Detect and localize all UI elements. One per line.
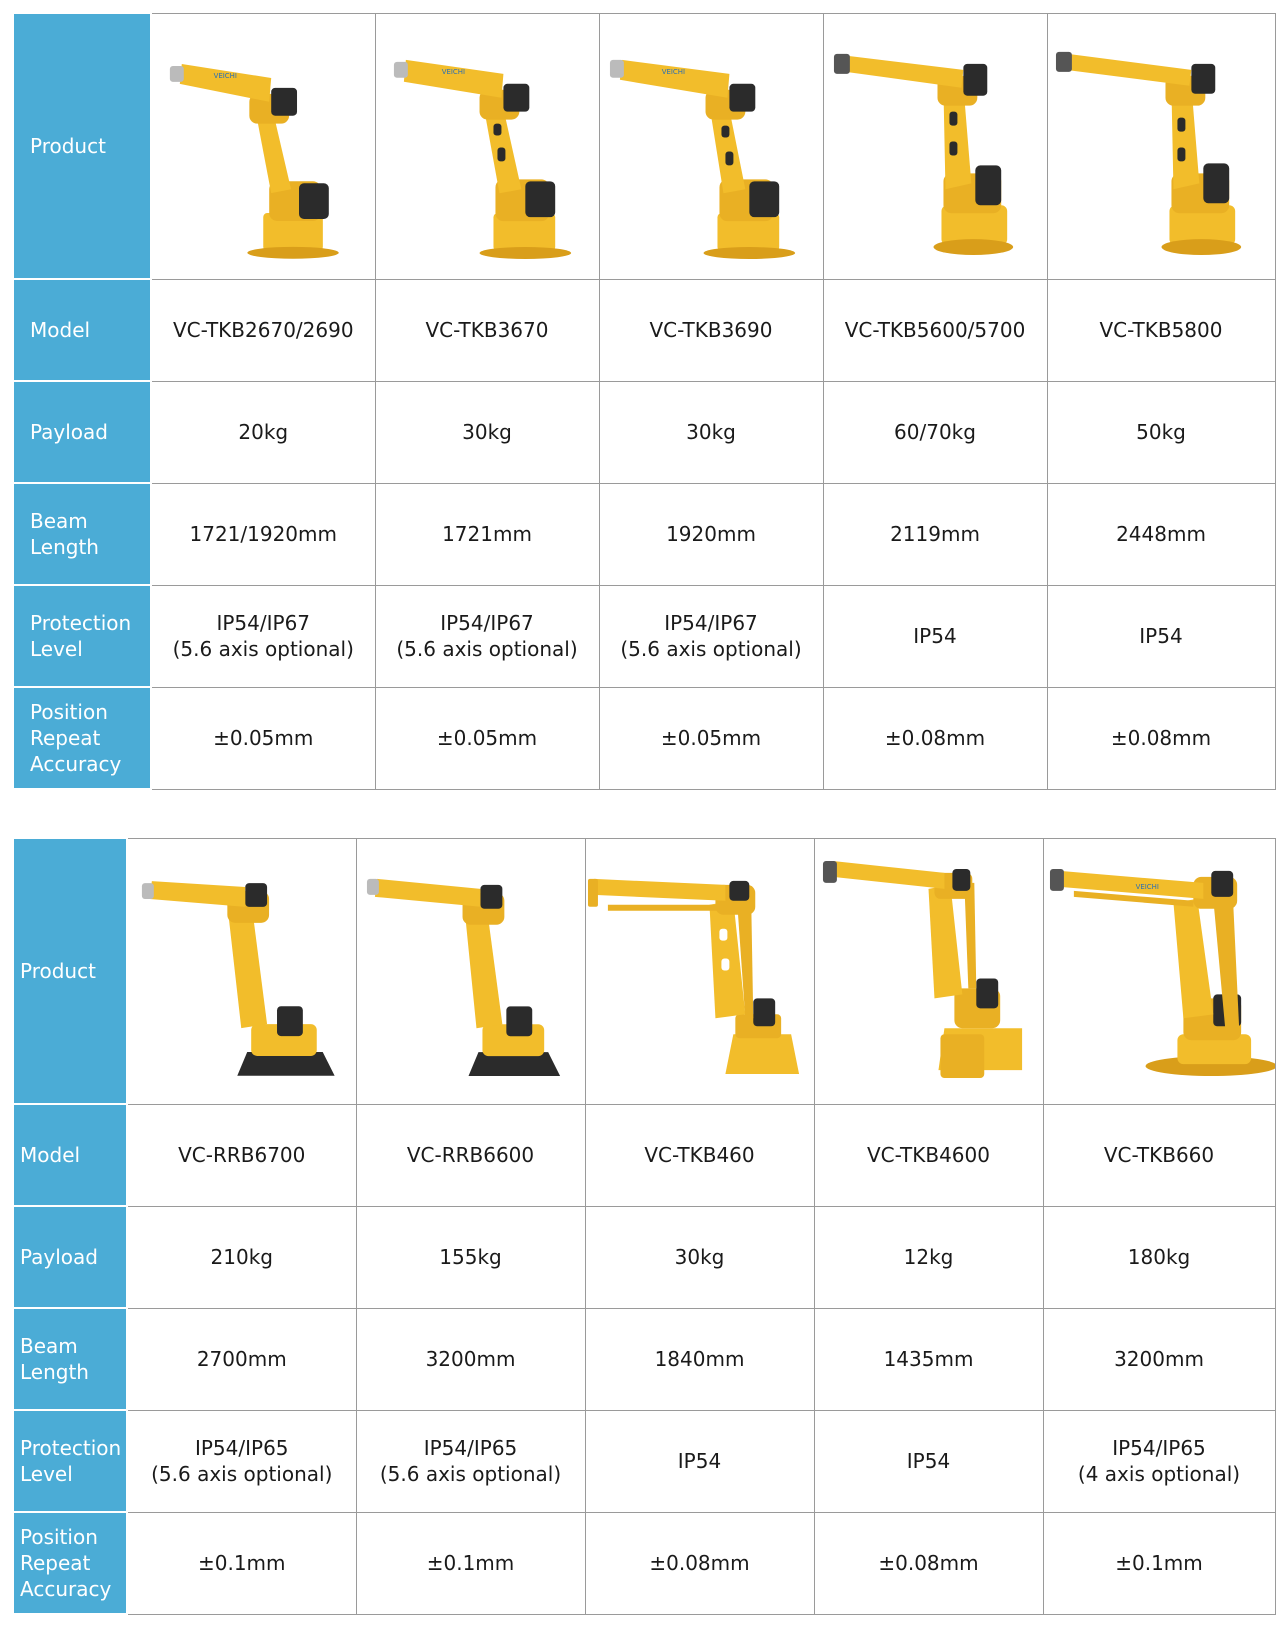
- beam-length-value: 1840mm: [585, 1308, 814, 1410]
- model-value: VC-RRB6700: [127, 1104, 356, 1206]
- model-value: VC-TKB4600: [814, 1104, 1043, 1206]
- accuracy-label: Position Repeat Accuracy: [13, 687, 151, 789]
- protection-level-row: [13, 585, 1275, 687]
- beam-length-row: [13, 483, 1275, 585]
- accuracy-value: ±0.08mm: [1047, 687, 1275, 789]
- accuracy-label: Position Repeat Accuracy: [13, 1512, 127, 1614]
- protection-rating: IP54/IP67: [440, 611, 534, 635]
- protection-level-value: [1043, 1410, 1275, 1512]
- robot-arm-image: [128, 839, 356, 1104]
- protection-level-row: [13, 1410, 1275, 1512]
- product-image-cell: [375, 13, 599, 279]
- model-value: VC-TKB3690: [599, 279, 823, 381]
- brand-logo-text: VEICHI: [1135, 882, 1159, 891]
- payload-value: 210kg: [127, 1206, 356, 1308]
- payload-value: 180kg: [1043, 1206, 1275, 1308]
- accuracy-value: ±0.08mm: [585, 1512, 814, 1614]
- payload-value: 60/70kg: [823, 381, 1047, 483]
- spec-table-2: [12, 837, 1276, 1615]
- accuracy-row: [13, 687, 1275, 789]
- protection-level-value: [585, 1410, 814, 1512]
- payload-value: 30kg: [375, 381, 599, 483]
- protection-level-value: [127, 1410, 356, 1512]
- payload-value: 20kg: [151, 381, 375, 483]
- model-value: VC-TKB660: [1043, 1104, 1275, 1206]
- protection-rating: IP54: [906, 1449, 951, 1473]
- product-image-cell: [599, 13, 823, 279]
- protection-level-label: Protection Level: [13, 1410, 127, 1512]
- protection-rating: IP54/IP65: [1112, 1436, 1206, 1460]
- robot-arm-image: [600, 14, 823, 279]
- protection-note: (5.6 axis optional): [396, 637, 578, 661]
- protection-note: (5.6 axis optional): [172, 637, 354, 661]
- beam-length-value: 2119mm: [823, 483, 1047, 585]
- protection-level-value: [814, 1410, 1043, 1512]
- accuracy-value: ±0.08mm: [823, 687, 1047, 789]
- protection-level-value: [375, 585, 599, 687]
- accuracy-value: ±0.05mm: [599, 687, 823, 789]
- payload-row: [13, 381, 1275, 483]
- protection-level-label: Protection Level: [13, 585, 151, 687]
- payload-label: Payload: [13, 1206, 127, 1308]
- brand-logo-text: VEICHI: [661, 67, 685, 76]
- robot-arm-image: [815, 839, 1043, 1104]
- accuracy-value: ±0.1mm: [356, 1512, 585, 1614]
- beam-length-value: 3200mm: [356, 1308, 585, 1410]
- beam-length-value: 1721/1920mm: [151, 483, 375, 585]
- payload-value: 12kg: [814, 1206, 1043, 1308]
- model-value: VC-TKB3670: [375, 279, 599, 381]
- protection-level-value: [356, 1410, 585, 1512]
- beam-length-value: 3200mm: [1043, 1308, 1275, 1410]
- product-image-cell: [127, 838, 356, 1104]
- robot-arm-image: [357, 839, 585, 1104]
- protection-rating: IP54: [677, 1449, 722, 1473]
- product-image-cell: [356, 838, 585, 1104]
- protection-rating: IP54/IP65: [423, 1436, 518, 1460]
- product-label: Product: [13, 838, 127, 1104]
- robot-arm-image: [376, 14, 599, 279]
- model-value: VC-TKB460: [585, 1104, 814, 1206]
- protection-rating: IP54/IP65: [194, 1436, 289, 1460]
- accuracy-value: ±0.05mm: [375, 687, 599, 789]
- protection-note: (5.6 axis optional): [379, 1462, 562, 1486]
- protection-level-value: [599, 585, 823, 687]
- robot-arm-image: [824, 14, 1047, 279]
- protection-level-value: [151, 585, 375, 687]
- model-value: VC-TKB2670/2690: [151, 279, 375, 381]
- payload-value: 155kg: [356, 1206, 585, 1308]
- product-image-cell: [1047, 13, 1275, 279]
- accuracy-value: ±0.1mm: [1043, 1512, 1275, 1614]
- payload-value: 30kg: [599, 381, 823, 483]
- protection-rating: IP54/IP67: [216, 611, 311, 635]
- accuracy-row: [13, 1512, 1275, 1614]
- robot-arm-image: [586, 839, 814, 1104]
- beam-length-value: 2700mm: [127, 1308, 356, 1410]
- brand-logo-text: VEICHI: [213, 71, 237, 80]
- payload-label: Payload: [13, 381, 151, 483]
- product-label: Product: [13, 13, 151, 279]
- model-label: Model: [13, 279, 151, 381]
- beam-length-value: 1721mm: [375, 483, 599, 585]
- protection-note: (5.6 axis optional): [151, 1462, 333, 1486]
- accuracy-value: ±0.08mm: [814, 1512, 1043, 1614]
- product-image-cell: [814, 838, 1043, 1104]
- product-row: [13, 838, 1275, 1104]
- brand-logo-text: VEICHI: [441, 67, 465, 76]
- product-image-cell: [151, 13, 375, 279]
- model-row: [13, 279, 1275, 381]
- robot-arm-image: [1048, 14, 1275, 279]
- protection-note: (5.6 axis optional): [620, 637, 802, 661]
- beam-length-label: Beam Length: [13, 1308, 127, 1410]
- spec-table-1: [12, 12, 1276, 790]
- model-value: VC-TKB5800: [1047, 279, 1275, 381]
- model-label: Model: [13, 1104, 127, 1206]
- protection-rating: IP54: [913, 624, 957, 648]
- model-value: VC-TKB5600/5700: [823, 279, 1047, 381]
- model-value: VC-RRB6600: [356, 1104, 585, 1206]
- payload-row: [13, 1206, 1275, 1308]
- beam-length-value: 1435mm: [814, 1308, 1043, 1410]
- robot-arm-image: [152, 14, 375, 279]
- product-image-cell: [585, 838, 814, 1104]
- protection-rating: IP54/IP67: [664, 611, 758, 635]
- beam-length-row: [13, 1308, 1275, 1410]
- product-image-cell: [823, 13, 1047, 279]
- accuracy-value: ±0.05mm: [151, 687, 375, 789]
- payload-value: 50kg: [1047, 381, 1275, 483]
- beam-length-value: 2448mm: [1047, 483, 1275, 585]
- robot-arm-image: [1044, 839, 1275, 1104]
- product-row: [13, 13, 1275, 279]
- accuracy-value: ±0.1mm: [127, 1512, 356, 1614]
- model-row: [13, 1104, 1275, 1206]
- protection-level-value: [823, 585, 1047, 687]
- beam-length-label: Beam Length: [13, 483, 151, 585]
- protection-note: (4 axis optional): [1077, 1462, 1241, 1486]
- protection-level-value: [1047, 585, 1275, 687]
- beam-length-value: 1920mm: [599, 483, 823, 585]
- protection-rating: IP54: [1139, 624, 1183, 648]
- product-image-cell: [1043, 838, 1275, 1104]
- payload-value: 30kg: [585, 1206, 814, 1308]
